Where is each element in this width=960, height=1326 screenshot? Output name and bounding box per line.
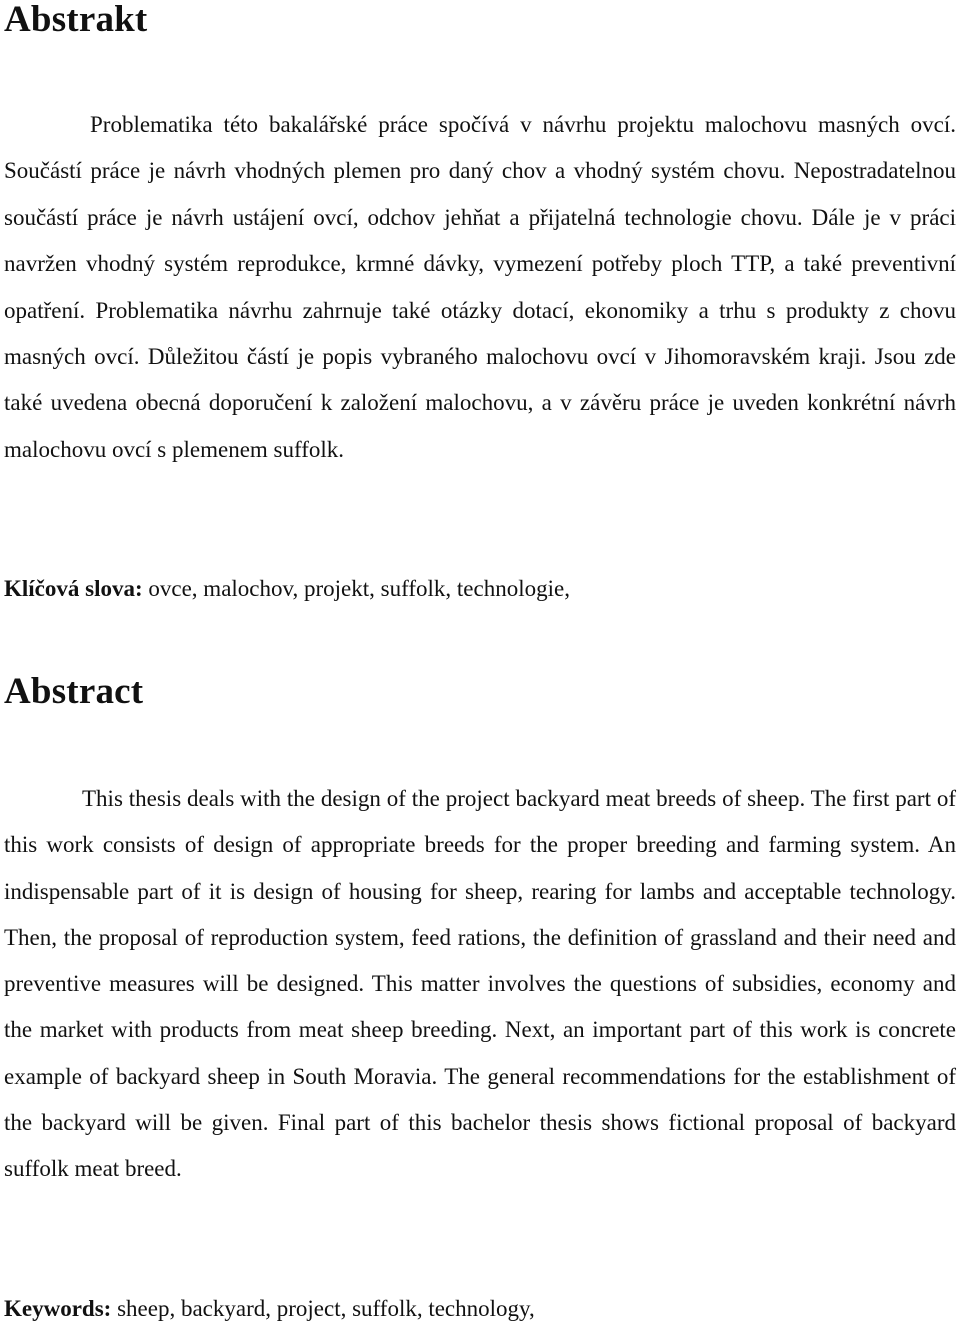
abstract-cz-paragraph: Problematika této bakalářské práce spočívá v návrhu projektu malochovu masných ovcí. Součástí práce je návrh vhodných plemen pro daný chov a vhodný systém chovu. Nepostradatelnou součástí práce je návrh ustájení ovcí, odchov jehňat a přijatelná technologie chovu. Dále je v práci navržen vhodný systém reprodukce, krmné dávky, vymezení potřeby ploch TTP, a také preventivní opatření. Problematika návrhu zahrnuje také otázky dotací, ekonomiky a trhu s produkty z chovu masných ovcí. Důležitou částí je popis vybraného malochovu ovcí v Jihomoravském kraji. Jsou zde také uvedena obecná doporučení k založení malochovu, a v závěru práce je uveden konkrétní návrh malochovu ovcí s plemenem suffolk.: [4, 112, 956, 462]
keywords-cz-line: [4, 574, 956, 604]
abstract-en-paragraph: This thesis deals with the design of the project backyard meat breeds of sheep. The first part of this work consists of design of appropriate breeds for the proper breeding and farming system. An indispensable part of it is design of housing for sheep, rearing for lambs and acceptable technology. Then, the proposal of reproduction system, feed rations, the definition of grassland and their need and preventive measures will be designed. This matter involves the questions of subsidies, economy and the market with products from meat sheep breeding. Next, an important part of this work is concrete example of backyard sheep in South Moravia. The general recommendations for the establishment of the backyard will be given. Final part of this bachelor thesis shows fictional proposal of backyard suffolk meat breed.: [4, 786, 956, 1182]
abstract-cz-heading: Abstrakt: [4, 0, 148, 40]
keywords-en-label: Keywords:: [4, 1296, 112, 1321]
keywords-en-line: [4, 1294, 956, 1324]
abstract-en-heading: Abstract: [4, 671, 144, 712]
keywords-cz-values: ovce, malochov, projekt, suffolk, technologie,: [142, 576, 570, 601]
keywords-cz-label: Klíčová slova:: [4, 576, 143, 601]
keywords-en-values: sheep, backyard, project, suffolk, technology,: [111, 1296, 535, 1321]
